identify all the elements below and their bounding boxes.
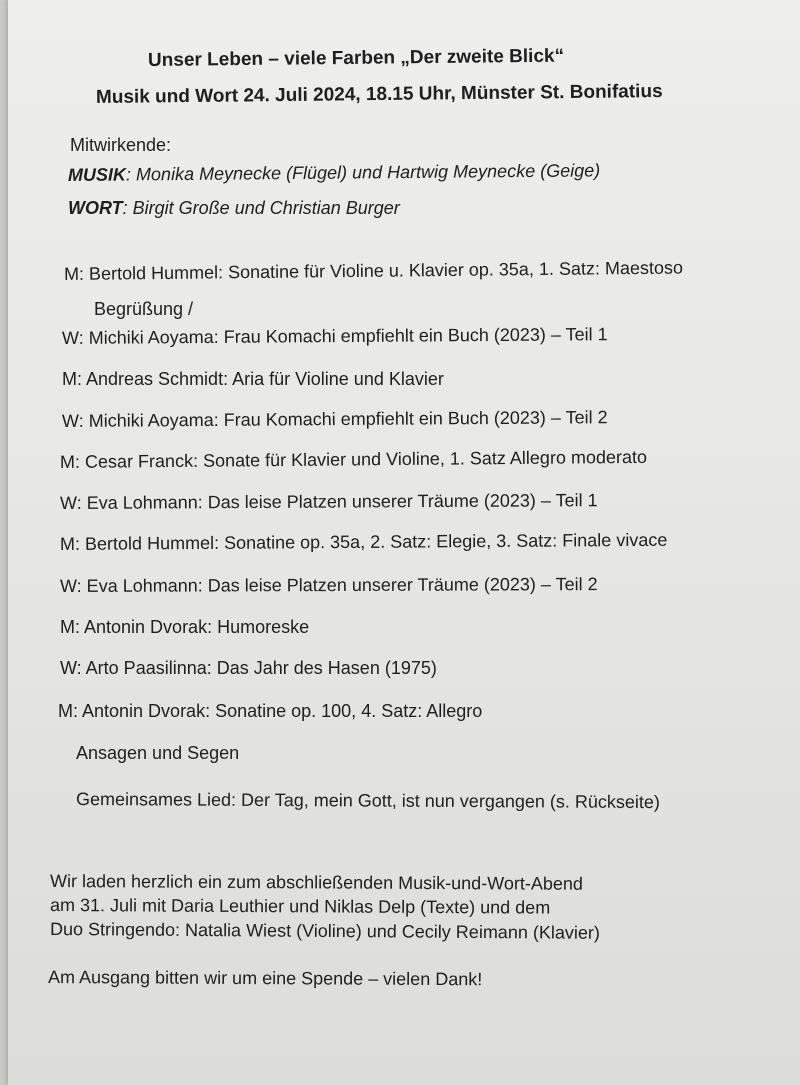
participants-heading: Mitwirkende:: [70, 135, 172, 155]
program-item: W: Eva Lohmann: Das leise Platzen unserer Träume (2023) – Teil 1: [59, 490, 598, 513]
program-item: M: Antonin Dvorak: Sonatine op. 100, 4. Satz: Allegro: [58, 701, 483, 721]
participants-word: [68, 197, 400, 219]
program-item: W: Michiki Aoyama: Frau Komachi empfiehlt ein Buch (2023) – Teil 1: [61, 324, 608, 348]
participants-music: [68, 159, 600, 186]
program-item: M: Cesar Franck: Sonate für Klavier und Violine, 1. Satz Allegro moderato: [59, 446, 648, 472]
program-item: M: Bertold Hummel: Sonatine op. 35a, 2. Satz: Elegie, 3. Satz: Finale vivace: [59, 529, 668, 554]
word-text: : Birgit Große und Christian Burger: [122, 198, 400, 218]
program-item: W: Eva Lohmann: Das leise Platzen unserer Träume (2023) – Teil 2: [59, 574, 598, 596]
program-item: Begrüßung /: [94, 299, 194, 319]
invitation-line-1: Wir laden herzlich ein zum abschließenden Musik-und-Wort-Abend: [49, 871, 583, 894]
donation-note: Am Ausgang bitten wir um eine Spende – vielen Dank!: [47, 967, 483, 990]
music-text: : Monika Meynecke (Flügel) und Hartwig Meynecke (Geige): [125, 160, 601, 185]
program-item: M: Bertold Hummel: Sonatine für Violine u. Klavier op. 35a, 1. Satz: Maestoso: [63, 257, 684, 284]
music-label: MUSIK: [67, 164, 127, 185]
program-item: W: Michiki Aoyama: Frau Komachi empfiehlt ein Buch (2023) – Teil 2: [61, 407, 608, 431]
program-item: Ansagen und Segen: [76, 743, 240, 763]
title-line-1: Unser Leben – viele Farben „Der zweite Blick“: [147, 45, 565, 71]
program-item: W: Arto Paasilinna: Das Jahr des Hasen (1975): [60, 658, 437, 678]
program-item: M: Antonin Dvorak: Humoreske: [60, 617, 310, 637]
title-line-2: Musik und Wort 24. Juli 2024, 18.15 Uhr, Münster St. Bonifatius: [95, 81, 663, 108]
program-item: Gemeinsames Lied: Der Tag, mein Gott, ist nun vergangen (s. Rückseite): [75, 789, 660, 813]
invitation-line-3: Duo Stringendo: Natalia Wiest (Violine) und Cecily Reimann (Klavier): [49, 919, 600, 943]
invitation-line-2: am 31. Juli mit Daria Leuthier und Niklas Delp (Texte) und dem: [49, 895, 551, 918]
program-item: M: Andreas Schmidt: Aria für Violine und Klavier: [62, 369, 444, 389]
word-label: WORT: [68, 198, 123, 218]
